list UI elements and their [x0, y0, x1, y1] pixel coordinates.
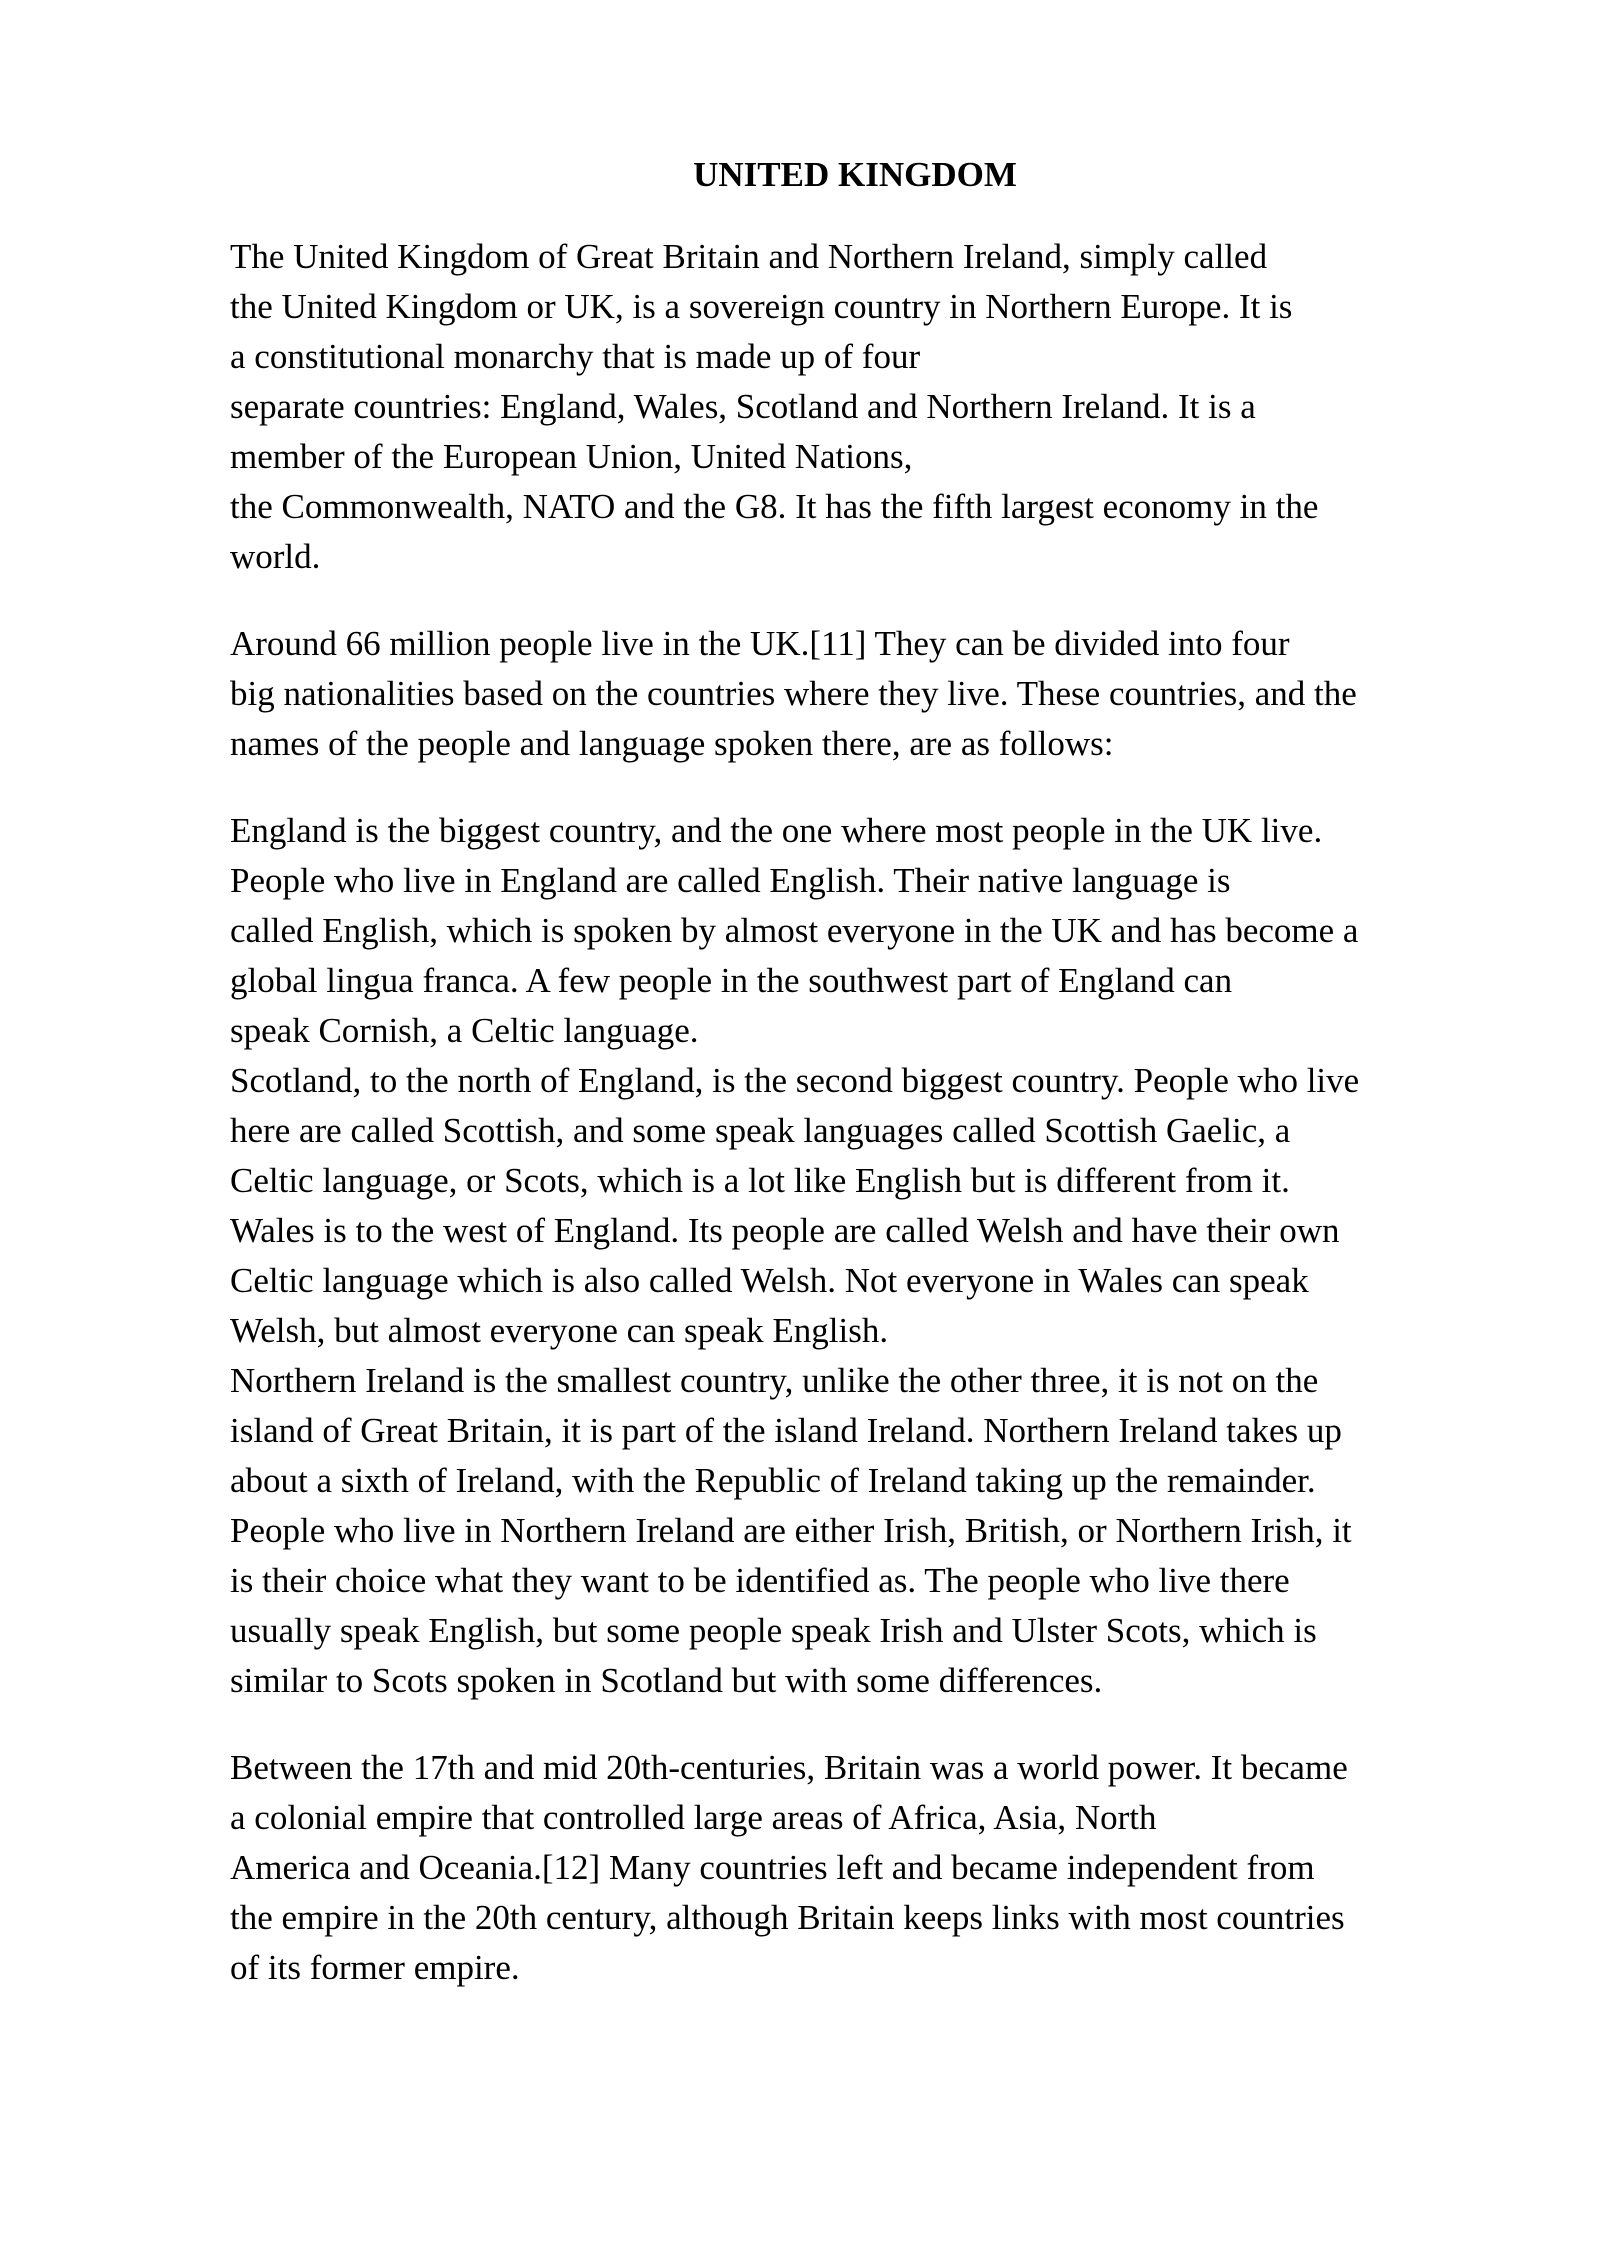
text-line: global lingua franca. A few people in the southwest part of England can — [230, 961, 1233, 1000]
text-line: the United Kingdom or UK, is a sovereign country in Northern Europe. It is — [230, 287, 1293, 326]
paragraph-gap — [230, 582, 1460, 619]
text-line: Between the 17th and mid 20th-centuries, Britain was a world power. It became — [230, 1748, 1348, 1787]
text-line: Celtic language, or Scots, which is a lot like English but is different from it. — [230, 1161, 1290, 1200]
document-title: UNITED KINGDOM — [693, 155, 1017, 194]
text-line: The United Kingdom of Great Britain and Northern Ireland, simply called — [230, 237, 1268, 276]
text-line: People who live in England are called English. Their native language is — [230, 861, 1231, 900]
paragraph-gap — [230, 1706, 1460, 1743]
text-line: of its former empire. — [230, 1948, 520, 1987]
text-line: Around 66 million people live in the UK.[11] They can be divided into four — [230, 624, 1290, 663]
text-line: called English, which is spoken by almost everyone in the UK and has become a — [230, 911, 1359, 950]
text-line: a colonial empire that controlled large areas of Africa, Asia, North — [230, 1798, 1157, 1837]
paragraph-population — [230, 619, 1460, 769]
text-line: a constitutional monarchy that is made up of four — [230, 337, 921, 376]
text-line: Scotland, to the north of England, is the second biggest country. People who live — [230, 1061, 1360, 1100]
text-line: speak Cornish, a Celtic language. — [230, 1011, 699, 1050]
text-line: member of the European Union, United Nations, — [230, 437, 913, 476]
text-line: is their choice what they want to be identified as. The people who live there — [230, 1561, 1290, 1600]
text-line: here are called Scottish, and some speak languages called Scottish Gaelic, a — [230, 1111, 1291, 1150]
paragraph-intro — [230, 232, 1460, 582]
text-line: world. — [230, 537, 321, 576]
document-page — [230, 150, 1460, 1993]
text-line: the empire in the 20th century, although Britain keeps links with most countries — [230, 1898, 1345, 1937]
text-line: names of the people and language spoken there, are as follows: — [230, 724, 1114, 763]
paragraph-gap — [230, 769, 1460, 806]
paragraph-history — [230, 1743, 1460, 1993]
text-line: the Commonwealth, NATO and the G8. It has the fifth largest economy in the — [230, 487, 1319, 526]
text-line: island of Great Britain, it is part of the island Ireland. Northern Ireland takes up — [230, 1411, 1342, 1450]
text-line: People who live in Northern Ireland are either Irish, British, or Northern Irish, it — [230, 1511, 1352, 1550]
text-line: Northern Ireland is the smallest country, unlike the other three, it is not on the — [230, 1361, 1319, 1400]
text-line: separate countries: England, Wales, Scotland and Northern Ireland. It is a — [230, 387, 1256, 426]
text-line: England is the biggest country, and the one where most people in the UK live. — [230, 811, 1323, 850]
text-line: Welsh, but almost everyone can speak English. — [230, 1311, 889, 1350]
paragraph-countries — [230, 806, 1460, 1706]
text-line: similar to Scots spoken in Scotland but with some differences. — [230, 1661, 1103, 1700]
text-line: usually speak English, but some people speak Irish and Ulster Scots, which is — [230, 1611, 1317, 1650]
text-line: big nationalities based on the countries where they live. These countries, and the — [230, 674, 1357, 713]
text-line: America and Oceania.[12] Many countries left and became independent from — [230, 1848, 1315, 1887]
text-line: about a sixth of Ireland, with the Republic of Ireland taking up the remainder. — [230, 1461, 1316, 1500]
text-line: Wales is to the west of England. Its people are called Welsh and have their own — [230, 1211, 1340, 1250]
text-line: Celtic language which is also called Welsh. Not everyone in Wales can speak — [230, 1261, 1309, 1300]
